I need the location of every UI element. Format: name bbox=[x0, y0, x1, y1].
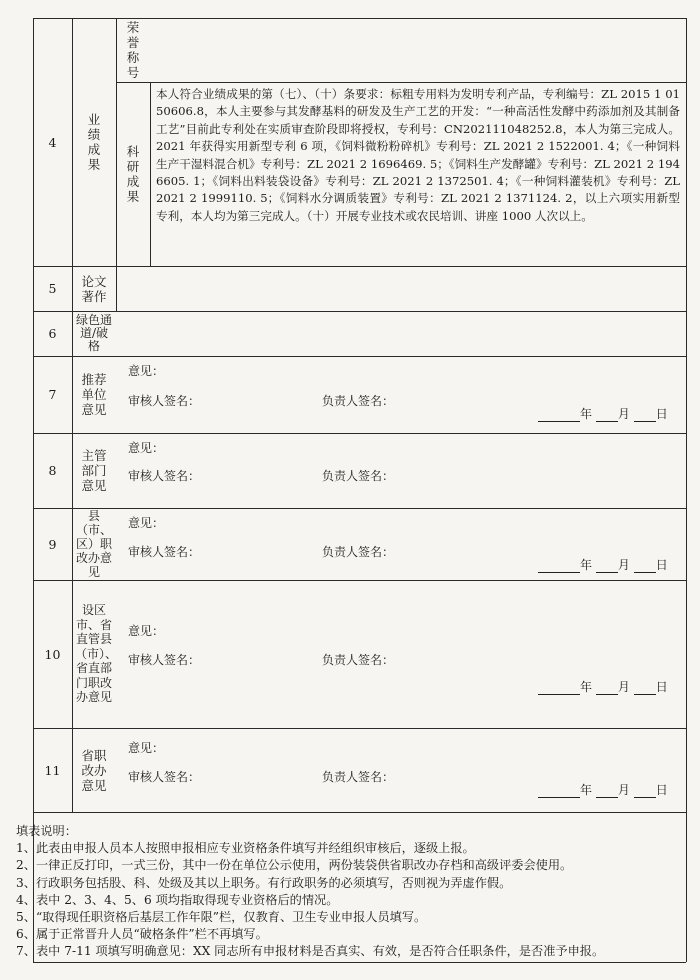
row-label: 设区市、省直管县（市）、省直部门职改办意见 bbox=[75, 603, 118, 705]
row-divider bbox=[33, 508, 686, 509]
instruction-item: 1、此表由申报人员本人按照申报相应专业资格条件填写并经组织审核后，逐级上报。 bbox=[16, 841, 475, 856]
row-number: 6 bbox=[48, 326, 57, 341]
reviewer-signature-label: 审核人签名： bbox=[128, 394, 201, 408]
year-blank[interactable] bbox=[538, 682, 580, 695]
date-line bbox=[538, 405, 668, 422]
month-label: 月 bbox=[617, 680, 630, 694]
day-label: 日 bbox=[655, 680, 668, 694]
row-label: 县（市、区）职改办意见 bbox=[76, 509, 113, 579]
row-label: 主管部门意见 bbox=[81, 448, 107, 493]
row-4-label bbox=[72, 18, 116, 266]
month-label: 月 bbox=[617, 558, 630, 572]
row-4-number bbox=[33, 18, 72, 266]
date-line bbox=[538, 556, 668, 573]
honor-title-label bbox=[116, 18, 150, 82]
research-content: 本人符合业绩成果的第（七）、（十）条要求：标粗专用料为发明专利产品，专利编号：ZL 2015 1 0150606.8，本人主要参与其发酵基料的研发及生产工艺的开发：“一种高活性发酵中药添加剂及其制备工艺”目前此专利处在实质审查阶段即将授权，专利号：CN202111048252.8，本人为第三完成人。2021 年获得实用新型专利 6 项，《饲料微粉粉碎机》专利号：ZL 2021 2 1522001. 4；《一种饲料生产干湿料混合机》专利号：ZL 2021 2 1696469. 5；《饲料生产发酵罐》专利号：ZL 2021 2 1946605. 1；《饲料出料装袋设备》专利号：ZL 2021 2 1372501. 4；《一种饲料灌装机》专利号：ZL 2021 2 1999110. 5；《饲料水分调质装置》专利号：ZL 2021 2 1371124. 2，以上六项实用新型专利，本人均为第三完成人。（十）开展专业技术或农民培训、讲座 1000 人次以上。 bbox=[156, 87, 680, 223]
research-label bbox=[116, 82, 150, 266]
row-number: 10 bbox=[44, 646, 61, 662]
row-label: 论文著作 bbox=[81, 273, 107, 304]
column-divider bbox=[150, 82, 151, 266]
row-9-number bbox=[33, 508, 72, 580]
year-label: 年 bbox=[580, 783, 593, 797]
table-border-right bbox=[686, 18, 687, 962]
row-number: 8 bbox=[48, 463, 57, 478]
reviewer-signature-label: 审核人签名： bbox=[128, 653, 201, 667]
year-label: 年 bbox=[580, 558, 593, 572]
month-blank[interactable] bbox=[596, 785, 618, 798]
instruction-item: 6、属于正常晋升人员“破格条件”栏不再填写。 bbox=[16, 927, 268, 942]
instruction-item: 7、表中 7-11 项填写明确意见：XX 同志所有申报材料是否真实、有效，是否符合任职条件，是否准予申报。 bbox=[16, 944, 605, 959]
day-label: 日 bbox=[655, 558, 668, 572]
row-number: 7 bbox=[48, 387, 57, 402]
instructions-title: 填表说明： bbox=[16, 824, 77, 838]
opinion-label: 意见： bbox=[128, 741, 165, 755]
instruction-item: 2、一律正反打印，一式三份，其中一份在单位公示使用，两份装袋供省职改办存档和高级评委会使用。 bbox=[16, 858, 573, 873]
month-label: 月 bbox=[617, 783, 630, 797]
month-blank[interactable] bbox=[596, 560, 618, 573]
table-border-bottom bbox=[33, 962, 686, 963]
row-divider bbox=[33, 356, 686, 357]
instruction-item: 3、行政职务包括股、科、处级及其以上职务。有行政职务的必须填写，否则视为弄虚作假。 bbox=[16, 875, 512, 890]
instruction-item: 4、表中 2、3、4、5、6 项均指取得现专业资格后的情况。 bbox=[16, 892, 339, 907]
day-blank[interactable] bbox=[634, 560, 656, 573]
sub-label: 科研成果 bbox=[126, 144, 140, 204]
reviewer-signature-label: 审核人签名： bbox=[128, 469, 201, 483]
month-label: 月 bbox=[617, 407, 630, 421]
row-number: 5 bbox=[48, 281, 57, 296]
row-divider bbox=[33, 433, 686, 434]
row-9-label bbox=[72, 508, 116, 580]
responsible-signature-label: 负责人签名： bbox=[322, 545, 395, 559]
row-10-label bbox=[72, 580, 116, 728]
row-divider bbox=[33, 580, 686, 581]
year-blank[interactable] bbox=[538, 785, 580, 798]
row-label: 绿色通道/破格 bbox=[76, 313, 113, 353]
row-divider bbox=[33, 728, 686, 729]
year-blank[interactable] bbox=[538, 560, 580, 573]
reviewer-signature-label: 审核人签名： bbox=[128, 770, 201, 784]
year-label: 年 bbox=[580, 680, 593, 694]
month-blank[interactable] bbox=[596, 409, 618, 422]
day-blank[interactable] bbox=[634, 409, 656, 422]
instruction-item: 5、“取得现任职资格后基层工作年限”栏，仅教育、卫生专业申报人员填写。 bbox=[16, 910, 427, 925]
day-blank[interactable] bbox=[634, 682, 656, 695]
responsible-signature-label: 负责人签名： bbox=[322, 653, 395, 667]
row-number: 11 bbox=[44, 762, 61, 778]
row-number: 9 bbox=[48, 536, 57, 552]
opinion-label: 意见： bbox=[128, 516, 165, 530]
year-label: 年 bbox=[580, 407, 593, 421]
row-6-label bbox=[72, 311, 116, 356]
month-blank[interactable] bbox=[596, 682, 618, 695]
row-divider bbox=[116, 82, 686, 83]
row-label: 业绩成果 bbox=[87, 112, 101, 172]
row-label: 推荐单位意见 bbox=[81, 372, 107, 417]
opinion-label: 意见： bbox=[128, 441, 165, 455]
date-line bbox=[538, 781, 668, 798]
row-divider bbox=[33, 311, 686, 312]
row-5-number bbox=[33, 266, 72, 311]
row-8-label bbox=[72, 433, 116, 508]
responsible-signature-label: 负责人签名： bbox=[322, 394, 395, 408]
row-5-label bbox=[72, 266, 116, 311]
year-blank[interactable] bbox=[538, 409, 580, 422]
row-7-label bbox=[72, 356, 116, 433]
sub-label: 荣誉称号 bbox=[126, 20, 140, 80]
responsible-signature-label: 负责人签名： bbox=[322, 469, 395, 483]
row-10-number bbox=[33, 580, 72, 728]
day-label: 日 bbox=[655, 783, 668, 797]
row-11-label bbox=[72, 728, 116, 812]
row-7-number bbox=[33, 356, 72, 433]
responsible-signature-label: 负责人签名： bbox=[322, 770, 395, 784]
date-line bbox=[538, 678, 668, 695]
day-blank[interactable] bbox=[634, 785, 656, 798]
row-label: 省职改办意见 bbox=[81, 747, 107, 793]
opinion-label: 意见： bbox=[128, 364, 165, 378]
row-6-number bbox=[33, 311, 72, 356]
day-label: 日 bbox=[655, 407, 668, 421]
reviewer-signature-label: 审核人签名： bbox=[128, 545, 201, 559]
row-11-number bbox=[33, 728, 72, 812]
form-instructions bbox=[16, 823, 686, 961]
row-8-number bbox=[33, 433, 72, 508]
row-divider bbox=[33, 266, 686, 267]
opinion-label: 意见： bbox=[128, 624, 165, 638]
row-divider bbox=[33, 812, 686, 813]
row-number: 4 bbox=[48, 134, 57, 150]
